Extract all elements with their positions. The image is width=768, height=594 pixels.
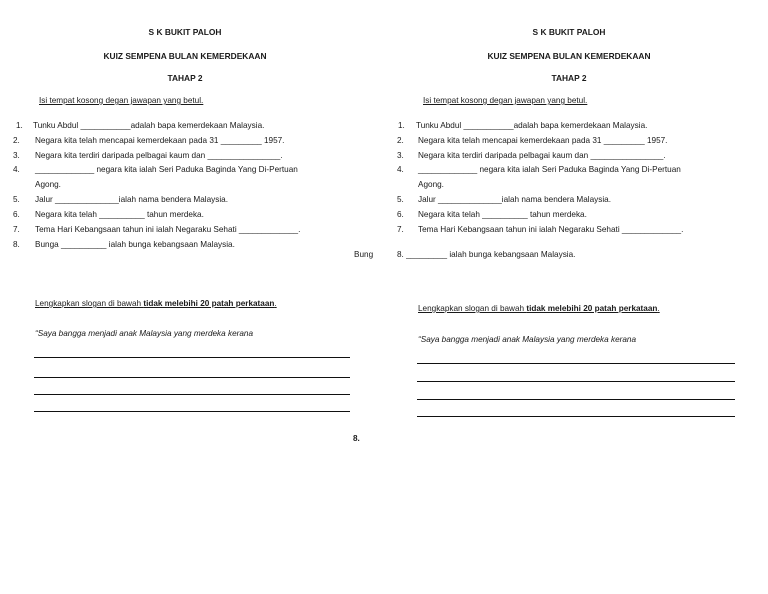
question-number: 6. xyxy=(397,210,404,219)
question-number: 6. xyxy=(13,210,20,219)
answer-line xyxy=(417,381,735,382)
question-number: 1. xyxy=(398,121,405,130)
question-number: 2. xyxy=(397,136,404,145)
instruction-text: Isi tempat kosong degan jawapan yang betul. xyxy=(39,96,204,105)
question-text: Negara kita terdiri daripada pelbagai kaum dan ________________. xyxy=(35,151,283,160)
answer-line xyxy=(34,357,350,358)
question-text: Jalur ______________ialah nama bendera Malaysia. xyxy=(418,195,612,204)
answer-line xyxy=(417,399,735,400)
question-text: _____________ negara kita ialah Seri Paduka Baginda Yang Di-Pertuan xyxy=(35,165,298,174)
question-number: 2. xyxy=(13,136,20,145)
question-text-continued: Agong. xyxy=(418,180,444,189)
question-number: 7. xyxy=(397,225,404,234)
stray-text-bung: Bung xyxy=(354,250,374,259)
question-text: Negara kita telah mencapai kemerdekaan pada 31 _________ 1957. xyxy=(418,136,668,145)
question-text: Tunku Abdul ___________adalah bapa kemerdekaan Malaysia. xyxy=(416,121,648,130)
answer-line xyxy=(417,416,735,417)
slogan-prompt: “Saya bangga menjadi anak Malaysia yang merdeka kerana xyxy=(35,329,254,338)
question-text: Bunga __________ ialah bunga kebangsaan Malaysia. xyxy=(35,240,235,249)
answer-line xyxy=(417,363,735,364)
question-number: 1. xyxy=(16,121,23,130)
question-number: 5. xyxy=(397,195,404,204)
question-number: 3. xyxy=(397,151,404,160)
question-text-8: 8. _________ ialah bunga kebangsaan Malaysia. xyxy=(397,250,576,259)
question-number: 5. xyxy=(13,195,20,204)
question-text: Jalur ______________ialah nama bendera Malaysia. xyxy=(35,195,229,204)
question-text: Tunku Abdul ___________adalah bapa kemerdekaan Malaysia. xyxy=(33,121,265,130)
worksheet-left xyxy=(0,0,370,594)
question-text: Negara kita telah __________ tahun merdeka. xyxy=(35,210,204,219)
quiz-title: KUIZ SEMPENA BULAN KEMERDEKAAN xyxy=(487,51,651,61)
school-name: S K BUKIT PALOH xyxy=(532,27,606,37)
question-number: 4. xyxy=(13,165,20,174)
level-label: TAHAP 2 xyxy=(167,73,203,83)
slogan-instruction: Lengkapkan slogan di bawah tidak melebihi 20 patah perkataan. xyxy=(418,304,660,313)
question-text: Tema Hari Kebangsaan tahun ini ialah Negaraku Sehati _____________. xyxy=(418,225,684,234)
instruction-text: Isi tempat kosong degan jawapan yang betul. xyxy=(423,96,588,105)
worksheet-right xyxy=(384,0,754,594)
question-number: 3. xyxy=(13,151,20,160)
question-number: 4. xyxy=(397,165,404,174)
question-text: Negara kita terdiri daripada pelbagai kaum dan ________________. xyxy=(418,151,666,160)
slogan-prompt: “Saya bangga menjadi anak Malaysia yang merdeka kerana xyxy=(418,335,637,344)
answer-line xyxy=(34,411,350,412)
answer-line xyxy=(34,377,350,378)
question-number: 7. xyxy=(13,225,20,234)
question-number: 8. xyxy=(13,240,20,249)
question-text: _____________ negara kita ialah Seri Paduka Baginda Yang Di-Pertuan xyxy=(418,165,681,174)
quiz-title: KUIZ SEMPENA BULAN KEMERDEKAAN xyxy=(103,51,267,61)
question-text: Negara kita telah mencapai kemerdekaan pada 31 _________ 1957. xyxy=(35,136,285,145)
question-text: Negara kita telah __________ tahun merdeka. xyxy=(418,210,587,219)
question-text: Tema Hari Kebangsaan tahun ini ialah Negaraku Sehati _____________. xyxy=(35,225,301,234)
slogan-instruction: Lengkapkan slogan di bawah tidak melebihi 20 patah perkataan. xyxy=(35,299,277,308)
answer-line xyxy=(34,394,350,395)
question-text-continued: Agong. xyxy=(35,180,61,189)
stray-number: 8. xyxy=(353,434,360,443)
level-label: TAHAP 2 xyxy=(551,73,587,83)
school-name: S K BUKIT PALOH xyxy=(148,27,222,37)
